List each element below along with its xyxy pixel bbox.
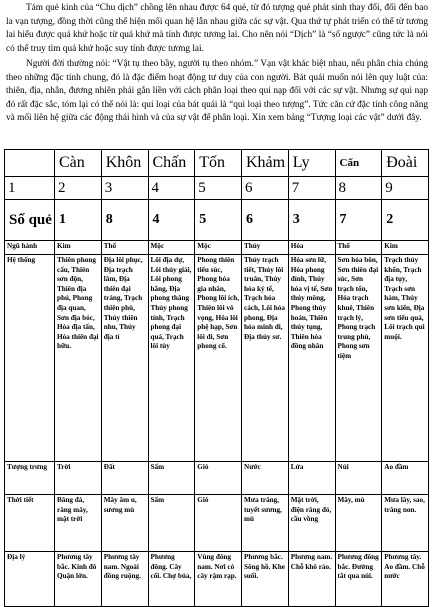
table-cell: Thủy trạch tiết, Thủy lôi truân, Thủy hỏa ký tế, Trạch hỏa cách, Lôi hỏa phong, Địa hỏa minh di, Địa thủy sư. — [242, 255, 289, 462]
row-label: Địa lý — [5, 552, 55, 607]
table-qua-row — [5, 200, 429, 241]
table-cell: Phương tây bắc. Kinh đô Quận lớn. — [55, 552, 102, 607]
table-cell: Mộc — [148, 241, 195, 255]
header-cell: Khảm — [242, 150, 289, 177]
table-header-row — [5, 150, 429, 177]
qua-cell: 8 — [101, 200, 148, 241]
table-cell: Phương tây. Ao đầm. Chỗ nước — [382, 552, 429, 607]
table-cell: Phương bắc. Sông hồ. Khe suối. — [242, 552, 289, 607]
paragraph-classification: Người đời thường nói: “Vật tụ theo bầy, người tụ theo nhóm.” Vạn vật khác biệt nhau, nếu phân chia chúng theo những đặc tính chung, đó là đặc điểm hoạt động tư duy của con người. Bát quái muốn nói lên quy luật của: thiên, địa, nhân, đương nhiên phải gắn liền với cách phân loại theo qui nạp đối với các sự vật. Nhưng sự qui nạp đó rất đặc sắc, tóm lại có thể nói là: qui loại của bát quái là “qui loại theo tượng”. Tức căn cứ đặc tính công năng và mối liên hệ giữa các động thái hình và của sự vật để phân loại. Xin xem bảng “Tượng loại các vật” dưới đây. — [6, 59, 428, 124]
row-label: Thời tiết — [5, 495, 55, 552]
table-cell: Lôi địa dự, Lôi thủy giải, Lôi phong hằng, Địa phong thăng Thủy phong tỉnh, Trạch phong đại quá, Trạch lôi tùy — [148, 255, 195, 462]
table-cell: Mưa lây, sao, trăng non. — [382, 495, 429, 552]
number-cell: 3 — [101, 177, 148, 200]
table-cell: Gió — [195, 495, 242, 552]
number-cell: 1 — [5, 177, 55, 200]
table-cell: Băng đá, răng mây, mặt trời — [55, 495, 102, 552]
table-cell: Địa lôi phục, Địa trạch lâm, Địa thiên đại tráng, Trạch thiên phù, Thủy thiên nhu, Thủy địa tỉ — [101, 255, 148, 462]
number-cell: 6 — [242, 177, 289, 200]
table-cell: Núi — [335, 462, 382, 495]
row-label: Hệ thống — [5, 255, 55, 462]
paragraph-intro: Tám quẻ kinh của “Chu dịch” chồng lên nhau được 64 quẻ, từ đó tượng quẻ phát sinh thay đổi, đối đến bao la vạn tượng, đồng thời cũng thể hiện mối quan hệ lẫn nhau giữa các sự vật. Qua thứ tự phát triển có thể từ tương lai hiểu được quá khứ hoặc từ quá khứ mà tính được tương lai. Cho nên nói “Dịch” là “số ngược” cũng tức là nói có thể truy tìm quá khứ hoặc suy tính được tương lai. — [6, 3, 428, 54]
header-cell: Khôn — [101, 150, 148, 177]
qua-cell: 6 — [242, 200, 289, 241]
table-cell: Mộc — [195, 241, 242, 255]
table-number-row — [5, 177, 429, 200]
qua-cell: 5 — [195, 200, 242, 241]
header-cell: Chấn — [148, 150, 195, 177]
table-cell: Sấm — [148, 495, 195, 552]
header-cell: Ly — [288, 150, 335, 177]
qua-label: Số quẻ — [5, 200, 55, 241]
qua-cell: 3 — [288, 200, 335, 241]
number-cell: 2 — [55, 177, 102, 200]
table-cell: Nước — [242, 462, 289, 495]
table-cell: Phương đông. Cây cối. Chợ búa, — [148, 552, 195, 607]
number-cell: 5 — [195, 177, 242, 200]
table-cell: Phương đông bắc. Đường tắt qua núi. — [335, 552, 382, 607]
table-row-ngu-hanh — [5, 241, 429, 255]
qua-cell: 2 — [382, 200, 429, 241]
header-cell: Đoài — [382, 150, 429, 177]
number-cell: 7 — [288, 177, 335, 200]
table-cell: Phong thiên tiểu súc, Phong hỏa gia nhân, Phong lôi ích, Thiên lôi vô vọng, Hỏa lôi phệ hạp, Sơn lôi di, Sơn phong cổ. — [195, 255, 242, 462]
qua-cell: 4 — [148, 200, 195, 241]
table-cell: Sấm — [148, 462, 195, 495]
table-row-thoi-tiet — [5, 495, 429, 552]
number-cell: 9 — [382, 177, 429, 200]
table-cell: Gió — [195, 462, 242, 495]
table-cell: Thủy — [242, 241, 289, 255]
number-cell: 4 — [148, 177, 195, 200]
trigram-table — [4, 149, 429, 607]
table-cell: Ao đầm — [382, 462, 429, 495]
table-cell: Phương tây nam. Ngoài đồng ruộng. — [101, 552, 148, 607]
table-cell: Hỏa sơn lữ, Hỏa phong đỉnh, Thủy hỏa vị tế, Sơn thủy mông, Phong thủy hoán, Thiên thủy tụng, Thiên hỏa đồng nhân — [288, 255, 335, 462]
table-cell: Phương nam. Chỗ khô ráo. — [288, 552, 335, 607]
table-cell: Mây âm u, sương mù — [101, 495, 148, 552]
table-cell: Mây, mù — [335, 495, 382, 552]
table-cell: Đất — [101, 462, 148, 495]
qua-cell: 1 — [55, 200, 102, 241]
table-row-tuong-trung — [5, 462, 429, 495]
number-cell: 8 — [335, 177, 382, 200]
table-cell: Sơn hỏa bôn, Sơn thiên đại súc, Sơn trạch tổn, Hỏa trạch khuê, Thiên trạch lý, Phong trạch trung phù, Phong sơn tiệm — [335, 255, 382, 462]
table-cell: Kim — [55, 241, 102, 255]
table-cell: Trời — [55, 462, 102, 495]
table-cell: Thiên phong cấu, Thiên sơn độn, Thiên địa phủ, Phong địa quan, Sơn địa bóc, Hỏa địa tấn, Hỏa thiên đại hữu. — [55, 255, 102, 462]
table-cell: Kim — [382, 241, 429, 255]
table-cell: Thổ — [101, 241, 148, 255]
row-label: Tượng trưng — [5, 462, 55, 495]
table-cell: Trạch thủy khốn, Trạch địa tụy, Trạch sơn hàm, Thủy sơn kiển, Địa sơn tiểu quá, Lôi trạch qui muội. — [382, 255, 429, 462]
table-cell: Mặt trời, điện răng đỏ, cầu vồng — [288, 495, 335, 552]
table-row-he-thong — [5, 255, 429, 462]
table-cell: Hỏa — [288, 241, 335, 255]
table-cell: Vùng đông nam. Nơi có cây rậm rạp. — [195, 552, 242, 607]
table-cell: Lửa — [288, 462, 335, 495]
table-cell: Thổ — [335, 241, 382, 255]
table-cell: Mưa trăng, tuyết sương, mù — [242, 495, 289, 552]
header-cell: Tốn — [195, 150, 242, 177]
row-label: Ngũ hành — [5, 241, 55, 255]
header-cell — [5, 150, 55, 177]
table-row-dia-ly — [5, 552, 429, 607]
qua-cell: 7 — [335, 200, 382, 241]
header-cell: Cấn — [335, 150, 382, 177]
header-cell: Càn — [55, 150, 102, 177]
